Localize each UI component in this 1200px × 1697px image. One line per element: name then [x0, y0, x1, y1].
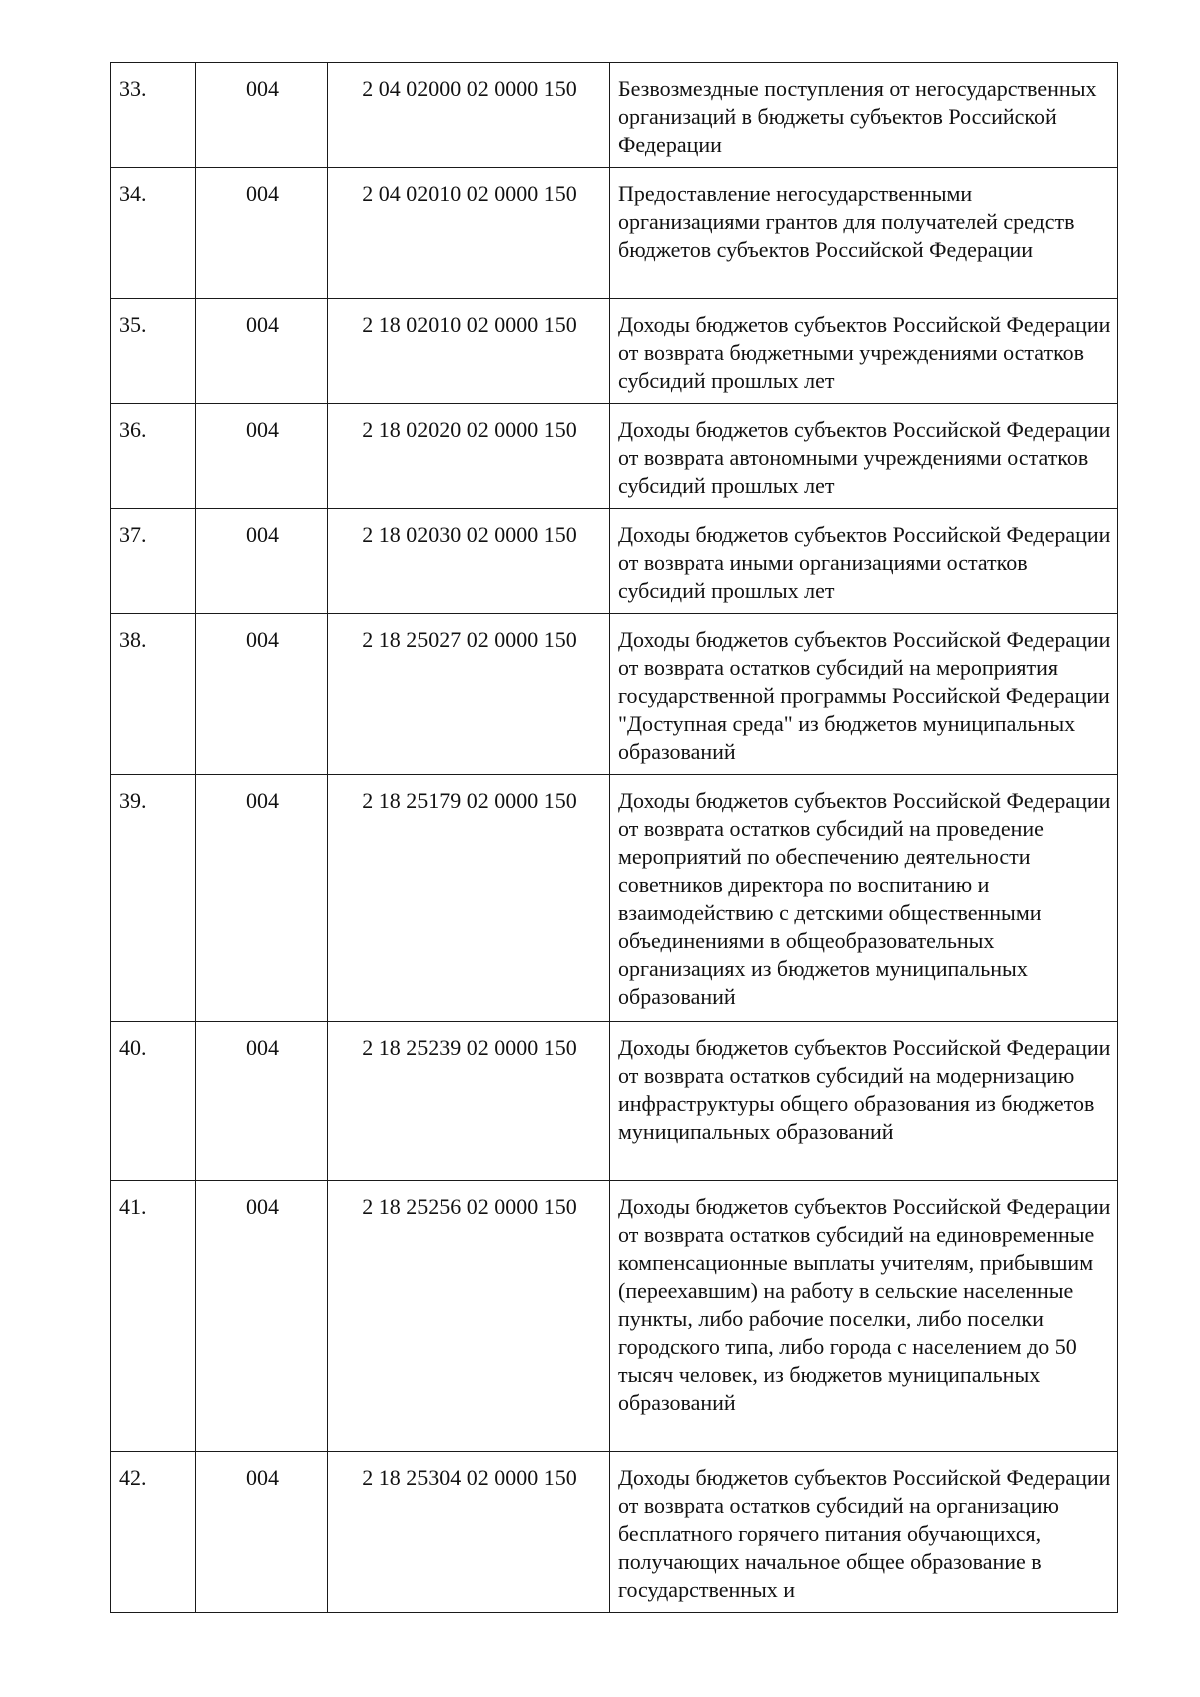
table-row	[111, 63, 1118, 168]
administrator-code: 004	[196, 1022, 328, 1181]
row-number: 34.	[111, 168, 196, 299]
row-number: 38.	[111, 614, 196, 775]
revenue-name: Доходы бюджетов субъектов Российской Федерации от возврата остатков субсидий на проведение мероприятий по обеспечению деятельности советников директора по воспитанию и взаимодействию с детскими общественными объединениями в общеобразовательных организациях из бюджетов муниципальных образований	[610, 775, 1118, 1022]
budget-classification-code: 2 18 02030 02 0000 150	[328, 509, 610, 614]
table-row	[111, 299, 1118, 404]
document-page	[110, 62, 1117, 1613]
administrator-code: 004	[196, 509, 328, 614]
revenue-name: Доходы бюджетов субъектов Российской Федерации от возврата остатков субсидий на единовременные компенсационные выплаты учителям, прибывшим (переехавшим) на работу в сельские населенные пункты, либо рабочие поселки, либо поселки городского типа, либо города с населением до 50 тысяч человек, из бюджетов муниципальных образований	[610, 1181, 1118, 1452]
revenue-name: Доходы бюджетов субъектов Российской Федерации от возврата остатков субсидий на мероприятия государственной программы Российской Федерации "Доступная среда" из бюджетов муниципальных образований	[610, 614, 1118, 775]
revenue-name: Предоставление негосударственными организациями грантов для получателей средств бюджетов субъектов Российской Федерации	[610, 168, 1118, 299]
revenue-name: Доходы бюджетов субъектов Российской Федерации от возврата автономными учреждениями остатков субсидий прошлых лет	[610, 404, 1118, 509]
table-row	[111, 404, 1118, 509]
table-row	[111, 168, 1118, 299]
budget-classification-code: 2 18 25256 02 0000 150	[328, 1181, 610, 1452]
administrator-code: 004	[196, 168, 328, 299]
budget-classification-code: 2 04 02010 02 0000 150	[328, 168, 610, 299]
budget-classification-code: 2 18 25027 02 0000 150	[328, 614, 610, 775]
administrator-code: 004	[196, 299, 328, 404]
administrator-code: 004	[196, 63, 328, 168]
row-number: 36.	[111, 404, 196, 509]
administrator-code: 004	[196, 1181, 328, 1452]
revenue-name: Безвозмездные поступления от негосударственных организаций в бюджеты субъектов Российской Федерации	[610, 63, 1118, 168]
row-number: 37.	[111, 509, 196, 614]
revenue-name: Доходы бюджетов субъектов Российской Федерации от возврата иными организациями остатков субсидий прошлых лет	[610, 509, 1118, 614]
revenue-name: Доходы бюджетов субъектов Российской Федерации от возврата бюджетными учреждениями остатков субсидий прошлых лет	[610, 299, 1118, 404]
table-row	[111, 614, 1118, 775]
budget-classification-code: 2 18 25239 02 0000 150	[328, 1022, 610, 1181]
administrator-code: 004	[196, 404, 328, 509]
administrator-code: 004	[196, 775, 328, 1022]
budget-classification-code: 2 18 25179 02 0000 150	[328, 775, 610, 1022]
revenue-name: Доходы бюджетов субъектов Российской Федерации от возврата остатков субсидий на организацию бесплатного горячего питания обучающихся, получающих начальное общее образование в государственных и	[610, 1452, 1118, 1613]
row-number: 33.	[111, 63, 196, 168]
budget-classification-code: 2 04 02000 02 0000 150	[328, 63, 610, 168]
row-number: 35.	[111, 299, 196, 404]
row-number: 42.	[111, 1452, 196, 1613]
administrator-code: 004	[196, 614, 328, 775]
budget-classification-code: 2 18 25304 02 0000 150	[328, 1452, 610, 1613]
revenue-codes-table	[110, 62, 1118, 1613]
table-row	[111, 775, 1118, 1022]
row-number: 41.	[111, 1181, 196, 1452]
table-row	[111, 1022, 1118, 1181]
table-row	[111, 1181, 1118, 1452]
table-row	[111, 1452, 1118, 1613]
row-number: 40.	[111, 1022, 196, 1181]
budget-classification-code: 2 18 02020 02 0000 150	[328, 404, 610, 509]
table-row	[111, 509, 1118, 614]
revenue-name: Доходы бюджетов субъектов Российской Федерации от возврата остатков субсидий на модернизацию инфраструктуры общего образования из бюджетов муниципальных образований	[610, 1022, 1118, 1181]
row-number: 39.	[111, 775, 196, 1022]
budget-classification-code: 2 18 02010 02 0000 150	[328, 299, 610, 404]
administrator-code: 004	[196, 1452, 328, 1613]
